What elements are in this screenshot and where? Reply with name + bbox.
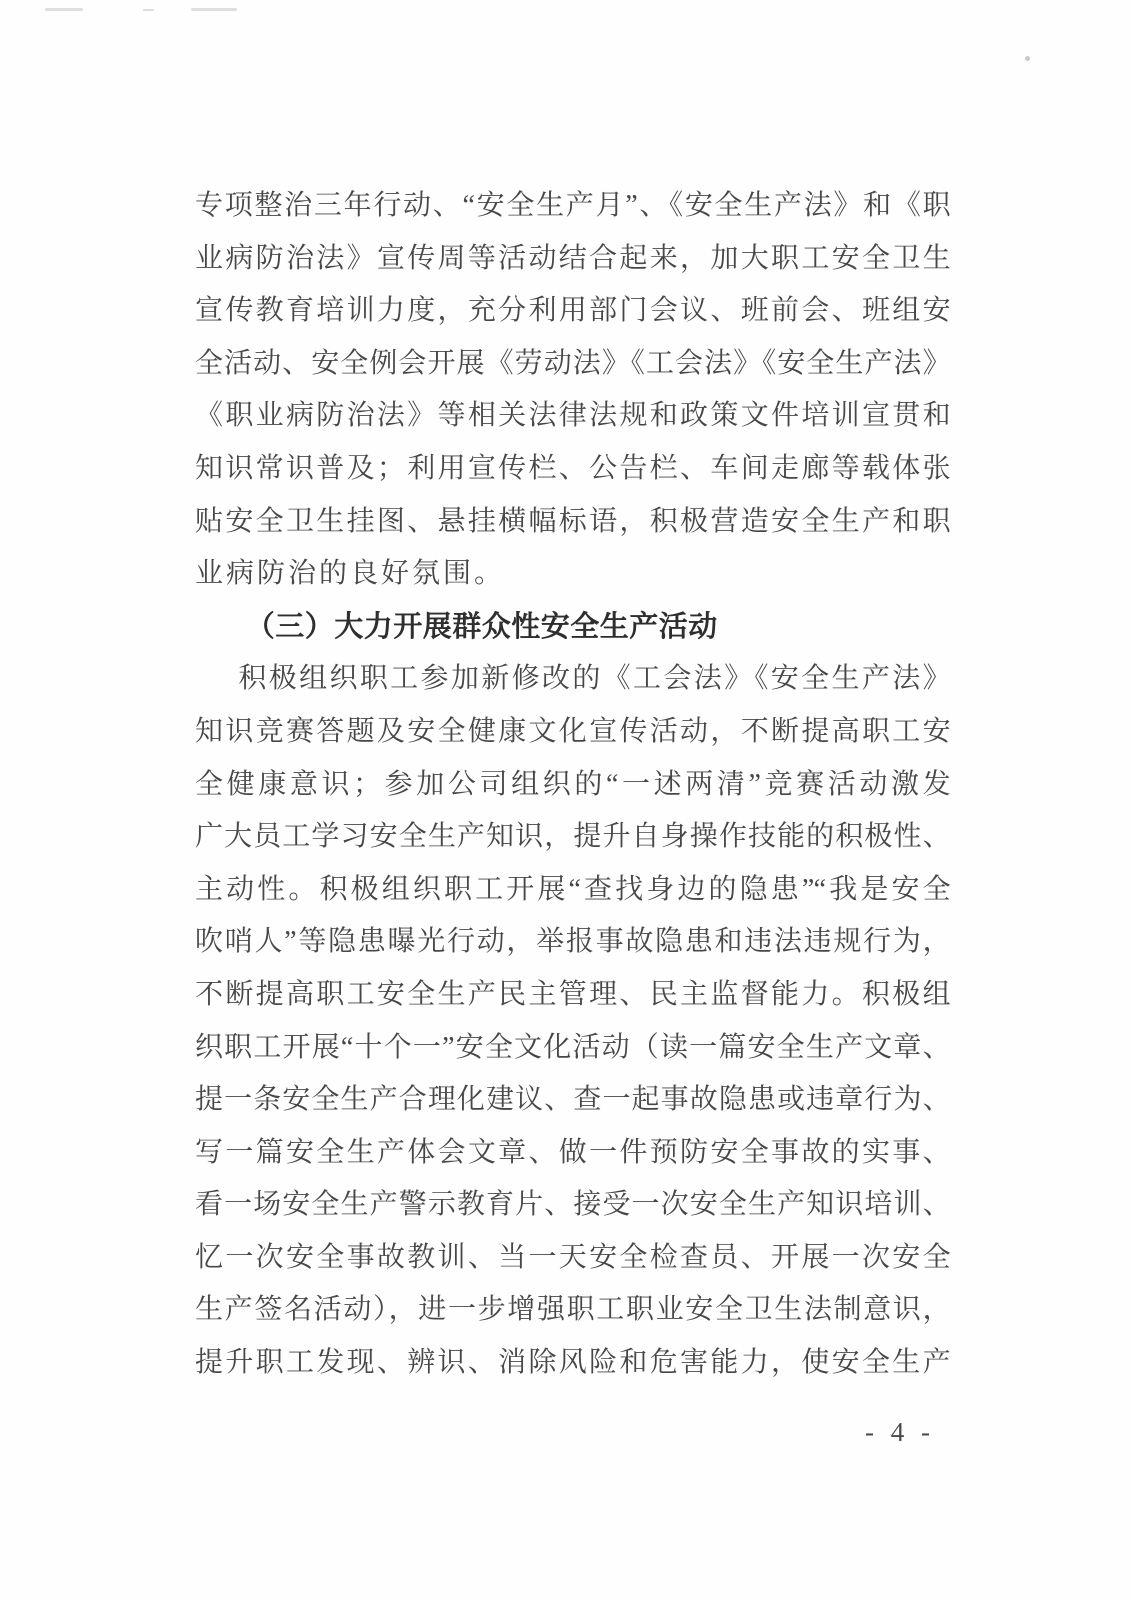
section-heading: （三）大力开展群众性安全生产活动: [245, 610, 718, 643]
text-line: 写一篇安全生产体会文章、做一件预防安全事故的实事、: [195, 1136, 950, 1168]
text-line: 全活动、安全例会开展《劳动法》《工会法》《安全生产法》: [195, 347, 950, 379]
text-line: 看一场安全生产警示教育片、接受一次安全生产知识培训、: [195, 1189, 950, 1221]
text-line: 吹哨人”等隐患曝光行动，举报事故隐患和违法违规行为，: [195, 926, 950, 958]
text-line: 专项整治三年行动、“安全生产月”、《安全生产法》和《职: [195, 190, 950, 221]
text-line: 提一条安全生产合理化建议、查一起事故隐患或违章行为、: [195, 1084, 950, 1116]
scan-artifact-streak: [143, 9, 154, 11]
scan-artifact-speck: [1025, 56, 1030, 61]
text-line: 业病防治的良好氛围。: [195, 558, 506, 590]
text-line: 广大员工学习安全生产知识，提升自身操作技能的积极性、: [195, 821, 950, 853]
text-line: 知识竞赛答题及安全健康文化宣传活动，不断提高职工安: [195, 715, 950, 747]
text-line: 不断提高职工安全生产民主管理、民主监督能力。积极组: [195, 978, 950, 1010]
text-line: 贴安全卫生挂图、悬挂横幅标语，积极营造安全生产和职: [195, 505, 950, 537]
scan-artifact-streak: [191, 8, 237, 11]
text-line: 提升职工发现、辨识、消除风险和危害能力，使安全生产: [195, 1347, 950, 1379]
text-line: 全健康意识；参加公司组织的“一述两清”竞赛活动激发: [195, 768, 950, 800]
text-line: 忆一次安全事故教训、当一天安全检查员、开展一次安全: [195, 1241, 950, 1273]
text-line: 知识常识普及；利用宣传栏、公告栏、车间走廊等载体张: [195, 452, 950, 484]
text-line: 积极组织职工参加新修改的《工会法》《安全生产法》: [238, 663, 950, 695]
text-line: 宣传教育培训力度，充分利用部门会议、班前会、班组安: [195, 295, 950, 327]
text-line: 生产签名活动），进一步增强职工职业安全卫生法制意识，: [195, 1294, 950, 1326]
document-body: [195, 180, 950, 1390]
text-line: 《职业病防治法》等相关法律法规和政策文件培训宣贯和: [195, 400, 950, 432]
page-number: - 4 -: [865, 1417, 935, 1447]
text-line: 业病防治法》宣传周等活动结合起来，加大职工安全卫生: [195, 242, 950, 274]
text-line: 织职工开展“十个一”安全文化活动（读一篇安全生产文章、: [195, 1031, 950, 1063]
scan-artifact-streak: [45, 8, 83, 11]
text-line: 主动性。积极组织职工开展“查找身边的隐患”“我是安全: [195, 873, 950, 905]
